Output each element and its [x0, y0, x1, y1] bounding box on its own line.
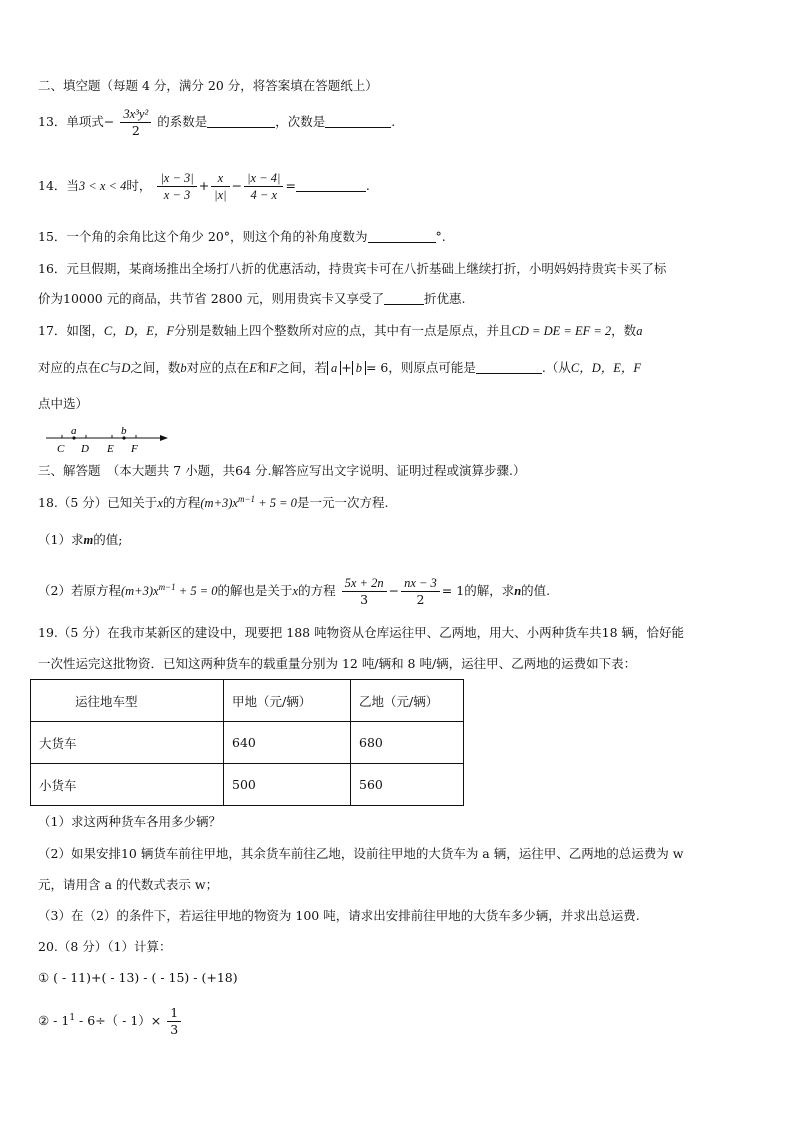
- question-19-part-1: （1）求这两种货车各用多少辆？: [38, 814, 221, 829]
- table-cell: 640: [224, 722, 351, 764]
- label-d: D: [81, 443, 89, 455]
- q18-fraction-1: $\frac{5x + 2n}{3}$: [342, 575, 387, 608]
- question-17-line-3: 点中选）: [38, 396, 89, 411]
- question-19-part-2: （2）如果安排10 辆货车前往甲地，其余货车前往乙地，设前往甲地的大货车为 a 辆，运往甲、乙两地的总运费为 w: [38, 846, 684, 861]
- table-row: [31, 722, 464, 764]
- answer-blank[interactable]: [476, 359, 542, 374]
- q14-fraction-3: $\frac{|x - 4|}{4 - x}$: [244, 170, 283, 203]
- table-cell: 大货车: [31, 722, 224, 764]
- q14-fraction-1: $\frac{|x - 3|}{x - 3}$: [157, 170, 196, 203]
- answer-blank[interactable]: [325, 113, 391, 128]
- question-14: 14．当3 < x < 4时， $\frac{|x - 3|}{x - 3}$ + $\frac{x}{|x|}$ − $\frac{|x - 4|}{4 - x}$ = .: [38, 171, 370, 202]
- q13-fraction: $\frac{\text{3x³y²}}{2}$: [120, 106, 151, 139]
- section-3-heading: 三、解答题 （本大题共 7 小题，共64 分.解答应写出文字说明、证明过程或演算步骤.）: [38, 463, 526, 478]
- table-cell: 小货车: [31, 764, 224, 806]
- answer-blank[interactable]: [296, 177, 366, 192]
- question-16-line-2: 价为10000 元的商品，共节省 2800 元，则用贵宾卡又享受了 折优惠.: [38, 291, 466, 306]
- question-20-expr-1: ① ( - 11)+( - 13) - ( - 15) - (+18): [38, 970, 238, 985]
- label-b: b: [121, 425, 127, 437]
- question-20-stem: 20.（8 分）（1）计算：: [38, 939, 172, 954]
- q20-fraction: $\frac{1}{3}$: [167, 1005, 181, 1038]
- number-line-figure: [44, 424, 174, 458]
- table-row: [31, 764, 464, 806]
- q14-fraction-2: $\frac{x}{|x|}$: [211, 170, 229, 203]
- question-17-line-1: 17．如图，C，D，E，F分别是数轴上四个整数所对应的点，其中有一点是原点，并且CD = DE = EF = 2，数a: [38, 323, 643, 338]
- label-e: E: [107, 443, 114, 455]
- table-cell: 560: [351, 764, 464, 806]
- q18-fraction-2: $\frac{nx - 3}{2}$: [401, 575, 440, 608]
- answer-blank[interactable]: [207, 113, 275, 128]
- answer-blank[interactable]: [384, 290, 424, 305]
- section-2-heading: 二、填空题（每题 4 分，满分 20 分，将答案填在答题纸上）: [38, 78, 378, 93]
- question-13: 13．单项式− $\frac{\text{3x³y²}}{2}$ 的系数是 ，次数是 .: [38, 107, 396, 138]
- question-19-line-1: 19.（5 分）在我市某新区的建设中，现要把 188 吨物资从仓库运往甲、乙两地，用大、小两种货车共18 辆，恰好能: [38, 625, 684, 640]
- table-header-cell: 乙地（元/辆）: [351, 680, 464, 722]
- table-header-cell: 甲地（元/辆）: [224, 680, 351, 722]
- answer-blank[interactable]: [368, 228, 436, 243]
- question-17-line-2: 对应的点在C与D之间，数b对应的点在E和F之间，若 a + b = 6，则原点可能是 .（从C，D，E，F: [38, 360, 642, 375]
- label-c: C: [57, 443, 65, 455]
- label-f: F: [131, 443, 138, 455]
- question-19-part-2-cont: 元，请用含 a 的代数式表示 w；: [38, 877, 219, 892]
- arrow-head-icon: [160, 435, 168, 441]
- table-header-cell: 运往地车型: [31, 680, 224, 722]
- question-19-line-2: 一次性运完这批物资．已知这两种货车的载重量分别为 12 吨/辆和 8 吨/辆，运往甲、乙两地的运费如下表：: [38, 656, 637, 671]
- table-cell: 680: [351, 722, 464, 764]
- table-header-row: [31, 680, 464, 722]
- question-18-part-2: （2）若原方程$(m+3)x^{m-1} + 5 = 0$的解也是关于x的方程 $\frac{5x + 2n}{3}$ − $\frac{nx - 3}{2}$ = 1的解，求n的值.: [38, 576, 551, 607]
- label-a: a: [71, 425, 77, 437]
- question-18-stem: 18.（5 分）已知关于x的方程$(m+3)x^{m-1} + 5 = 0$是一元一次方程.: [38, 493, 389, 510]
- question-16-line-1: 16．元旦假期，某商场推出全场打八折的优惠活动，持贵宾卡可在八折基础上继续打折，小明妈妈持贵宾卡买了标: [38, 261, 667, 276]
- question-15: 15．一个角的余角比这个角少 20°，则这个角的补角度数为 °.: [38, 229, 446, 244]
- question-19-part-3: （3）在（2）的条件下，若运往甲地的物资为 100 吨，请求出安排前往甲地的大货车多少辆，并求出总运费.: [38, 908, 640, 923]
- question-18-part-1: （1）求m的值;: [38, 532, 123, 547]
- freight-cost-table: [30, 679, 464, 806]
- table-cell: 500: [224, 764, 351, 806]
- question-20-expr-2: ② - $1^1 - 6\div( - 1)\times$ $\frac{1}{3}$: [38, 1005, 183, 1038]
